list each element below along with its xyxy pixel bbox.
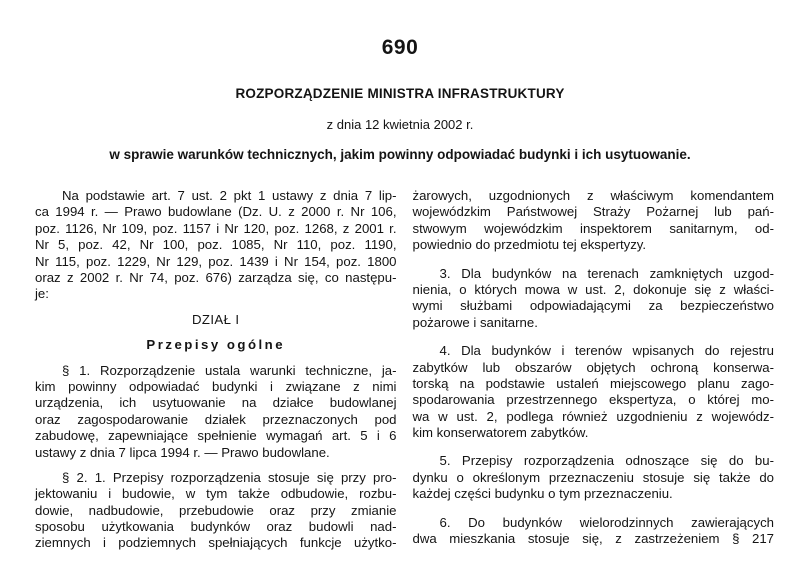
text-line: 4. Dla budynków i terenów wpisanych do rejestru <box>439 343 774 359</box>
text-line: oraz zagospodarowanie działek przeznaczonych pod <box>35 411 397 427</box>
text-line: urządzenia, ich usytuowanie na działce budowlanej <box>35 395 397 411</box>
paragraph <box>413 266 775 332</box>
item-number: 690 <box>381 36 419 59</box>
left-column <box>35 188 397 561</box>
text-line: zabytków lub obszarów objętych ochroną konserwa- <box>412 359 774 375</box>
text-line: sposobu użytkowania budynków oraz budowli nad- <box>35 519 397 535</box>
paragraph <box>35 363 397 461</box>
text-line: wojewódzkim Państwowej Straży Pożarnej lub pań- <box>412 204 774 220</box>
text-line: kim powinny odpowiadać budynki i związane z nimi <box>35 378 397 394</box>
text-line: spodarowania przestrzennego ekspertyza, o której mo- <box>412 392 774 408</box>
text-line: je: <box>35 286 49 302</box>
document-title: ROZPORZĄDZENIE MINISTRA INFRASTRUKTURY <box>235 86 565 101</box>
text-line: dowie, nadbudowie, przebudowie oraz przy zmianie <box>35 502 397 518</box>
text-line: nienia, o których mowa w ust. 2, dokonuje się z właści- <box>412 281 774 297</box>
text-line: 3. Dla budynków na terenach zamkniętych uzgod- <box>439 265 774 281</box>
text-line: pożarowe i sanitarne. <box>412 314 538 330</box>
text-line: dwa mieszkania stosuje się, z zastrzeżeniem § 217 <box>412 531 774 547</box>
text-line: ca 1994 r. — Prawo budowlane (Dz. U. z 2000 r. Nr 106, <box>35 204 397 220</box>
paragraph <box>35 188 397 303</box>
text-line: każdej części budynku o tym przeznaczeniu. <box>412 486 673 502</box>
text-line: dynku o określonym przeznaczeniu stosuje się także do <box>412 469 774 485</box>
text-line: stwowym wojewódzkim inspektorem sanitarnym, od- <box>412 220 774 236</box>
section-heading: DZIAŁ I <box>191 311 240 327</box>
text-line: Nr 115, poz. 1229, Nr 129, poz. 1439 i Nr 154, poz. 1800 <box>35 253 397 269</box>
section-subheading: Przepisy ogólne <box>146 337 286 353</box>
document-date: z dnia 12 kwietnia 2002 r. <box>326 117 474 132</box>
text-line: wa w ust. 2, podlega również uzgodnieniu z wojewódz- <box>412 408 774 424</box>
text-line: powiednio do przedmiotu tej ekspertyzy. <box>412 237 647 253</box>
document-subject: w sprawie warunków technicznych, jakim powinny odpowiadać budynki i ich usytuowanie. <box>109 147 691 162</box>
paragraph <box>413 515 775 548</box>
text-line: torską na podstawie ustaleń miejscowego planu zago- <box>412 375 774 391</box>
text-line: Na podstawie art. 7 ust. 2 pkt 1 ustawy z dnia 7 lip- <box>62 188 397 203</box>
right-column <box>413 188 775 561</box>
text-line: § 2. 1. Przepisy rozporządzenia stosuje się przy pro- <box>62 469 397 485</box>
text-line: 6. Do budynków wielorodzinnych zawierających <box>439 514 774 530</box>
text-line: ustawy z dnia 7 lipca 1994 r. — Prawo budowlane. <box>35 444 330 460</box>
text-line: kim konserwatorem zabytków. <box>412 425 589 441</box>
text-line: oraz z 2002 r. Nr 74, poz. 676) zarządza się, co następu- <box>35 269 397 285</box>
text-line: § 1. Rozporządzenie ustala warunki techniczne, ja- <box>62 362 397 378</box>
text-line: ziemnych i podziemnych spełniających funkcje użytko- <box>35 535 397 551</box>
text-line: wymi służbami odpowiadającymi za bezpieczeństwo <box>412 298 774 314</box>
text-line: jektowaniu i budowie, w tym także odbudowie, rozbu- <box>35 486 397 502</box>
paragraph <box>413 188 775 254</box>
paragraph <box>35 470 397 552</box>
text-line: poz. 1126, Nr 109, poz. 1157 i Nr 120, poz. 1268, z 2001 r. <box>35 220 397 236</box>
two-column-body <box>0 162 800 561</box>
document-header <box>0 0 800 162</box>
text-line: żarowych, uzgodnionych z właściwym komendantem <box>412 188 774 203</box>
text-line: 5. Przepisy rozporządzenia odnoszące się do bu- <box>439 453 774 469</box>
text-line: zabudowę, zapewniające spełnienie wymagań art. 5 i 6 <box>35 428 397 444</box>
paragraph <box>413 343 775 441</box>
paragraph <box>413 453 775 502</box>
text-line: Nr 5, poz. 42, Nr 100, poz. 1085, Nr 110, poz. 1190, <box>35 237 397 253</box>
